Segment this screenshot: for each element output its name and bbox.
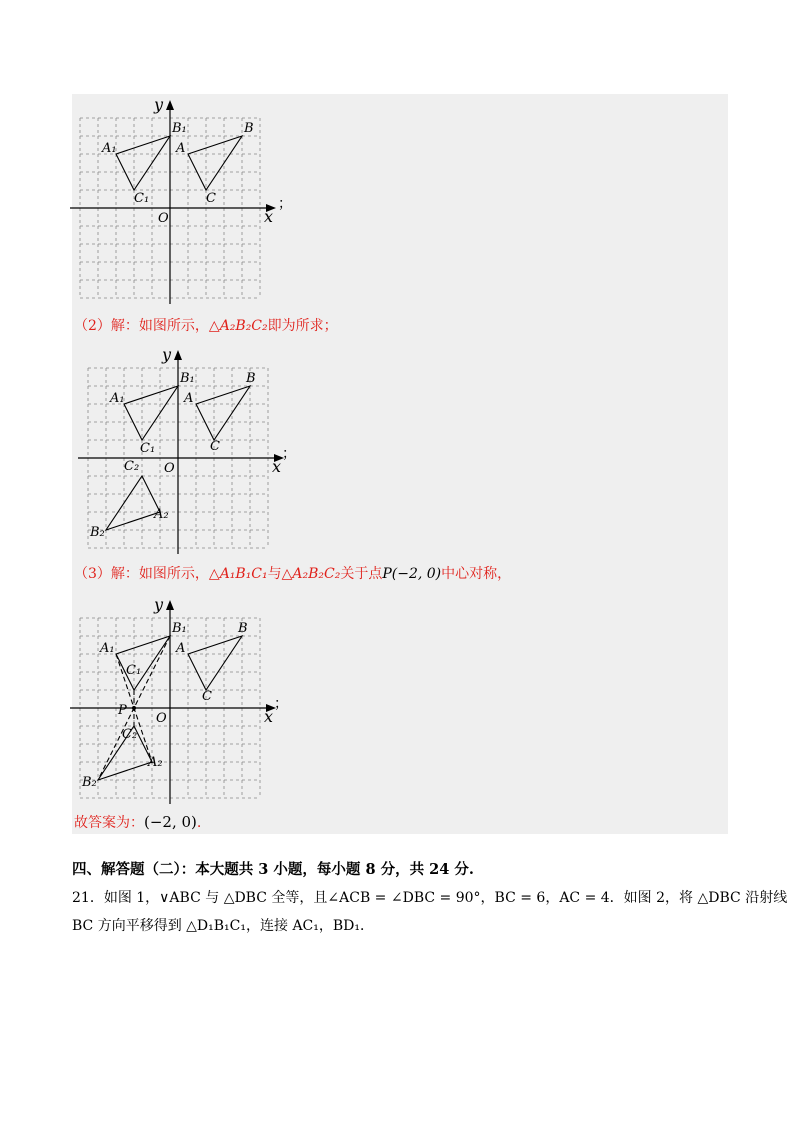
figure-suffix: ； [274, 696, 288, 712]
point-c2-label: C₂ [122, 727, 138, 742]
part3-suffix: 中心对称， [441, 566, 512, 582]
point-b2-label: B₂ [82, 775, 97, 790]
point-b-label: B [238, 621, 248, 636]
triangle-a2b2c2 [106, 476, 160, 530]
triangle-a1b1c1 [124, 386, 178, 440]
point-b1-label: B₁ [172, 121, 187, 136]
point-a2-label: A₂ [154, 507, 169, 522]
x-label: x [272, 457, 282, 476]
point-c1-label: C₁ [126, 663, 142, 678]
point-a1-label: A₁ [100, 641, 115, 656]
point-b1-label: B₁ [180, 371, 195, 386]
point-a2-label: A₂ [148, 755, 163, 770]
figure-1-svg [60, 96, 300, 306]
part2-triangle: △A₂B₂C₂ [208, 318, 268, 334]
point-c-label: C [202, 689, 212, 704]
point-b1-label: B₁ [172, 621, 187, 636]
figure-3-svg [60, 596, 300, 806]
figure-suffix: ； [282, 446, 296, 462]
answer-conclusion [74, 812, 201, 833]
point-c2-label: C₂ [124, 459, 140, 474]
part3-point: P(−2, 0) [382, 566, 442, 582]
triangle-a1b1c1 [116, 636, 170, 690]
coordinate-figure-2 [68, 346, 308, 560]
conclusion-prefix: 故答案为： [74, 815, 144, 831]
point-a-label: A [184, 391, 194, 406]
answer-part-3 [74, 564, 511, 584]
point-a-label: A [176, 641, 186, 656]
origin-label: O [156, 711, 167, 726]
coordinate-figure-1 [60, 96, 300, 310]
y-axis-arrow [166, 600, 174, 610]
question-21-line-1: 21．如图 1，∨ABC 与 △DBC 全等，且∠ACB = ∠DBC = 90°，BC = 6，AC = 4．如图 2，将 △DBC 沿射线 [72, 890, 788, 906]
y-label: y [154, 595, 164, 614]
point-a1-label: A₁ [102, 141, 117, 156]
point-a1-label: A₁ [110, 391, 125, 406]
section-heading: 四、解答题（二）：本大题共 3 小题，每小题 8 分，共 24 分. [72, 861, 474, 878]
origin-label: O [158, 211, 169, 226]
point-p-label: P [118, 703, 127, 718]
point-b2-label: B₂ [90, 525, 105, 540]
y-axis-arrow [166, 100, 174, 110]
point-p-dot [132, 706, 136, 710]
point-c-label: C [210, 439, 220, 454]
y-label: y [162, 345, 172, 364]
part3-prefix: （3）解：如图所示， [74, 566, 209, 582]
part3-tri1: △A₁B₁C₁ [208, 566, 268, 582]
part3-mid2: 关于点 [340, 566, 383, 582]
conclusion-suffix: . [196, 815, 202, 831]
point-c1-label: C₁ [140, 441, 156, 456]
point-c-label: C [206, 191, 216, 206]
part2-suffix: 即为所求； [267, 318, 338, 334]
triangle-abc [196, 386, 250, 440]
part2-prefix: （2）解：如图所示， [74, 318, 209, 334]
question-21-line-2: BC 方向平移得到 △D₁B₁C₁，连接 AC₁，BD₁． [72, 918, 374, 934]
y-axis-arrow [174, 350, 182, 360]
triangle-abc [188, 636, 242, 690]
conclusion-value: (−2, 0) [144, 813, 197, 831]
point-b-label: B [244, 121, 254, 136]
part3-mid: 与 [267, 566, 282, 582]
coordinate-figure-3 [60, 596, 300, 810]
figure-2-svg [68, 346, 308, 556]
point-a-label: A [176, 141, 186, 156]
point-b-label: B [246, 371, 256, 386]
triangle-a1b1c1 [116, 136, 170, 190]
point-c1-label: C₁ [134, 191, 150, 206]
triangle-abc [188, 136, 242, 190]
answer-part-2 [74, 316, 338, 336]
part3-tri2: △A₂B₂C₂ [281, 566, 341, 582]
y-label: y [154, 95, 164, 114]
x-label: x [264, 207, 274, 226]
origin-label: O [164, 461, 175, 476]
x-label: x [264, 707, 274, 726]
figure-suffix: ； [278, 196, 292, 212]
